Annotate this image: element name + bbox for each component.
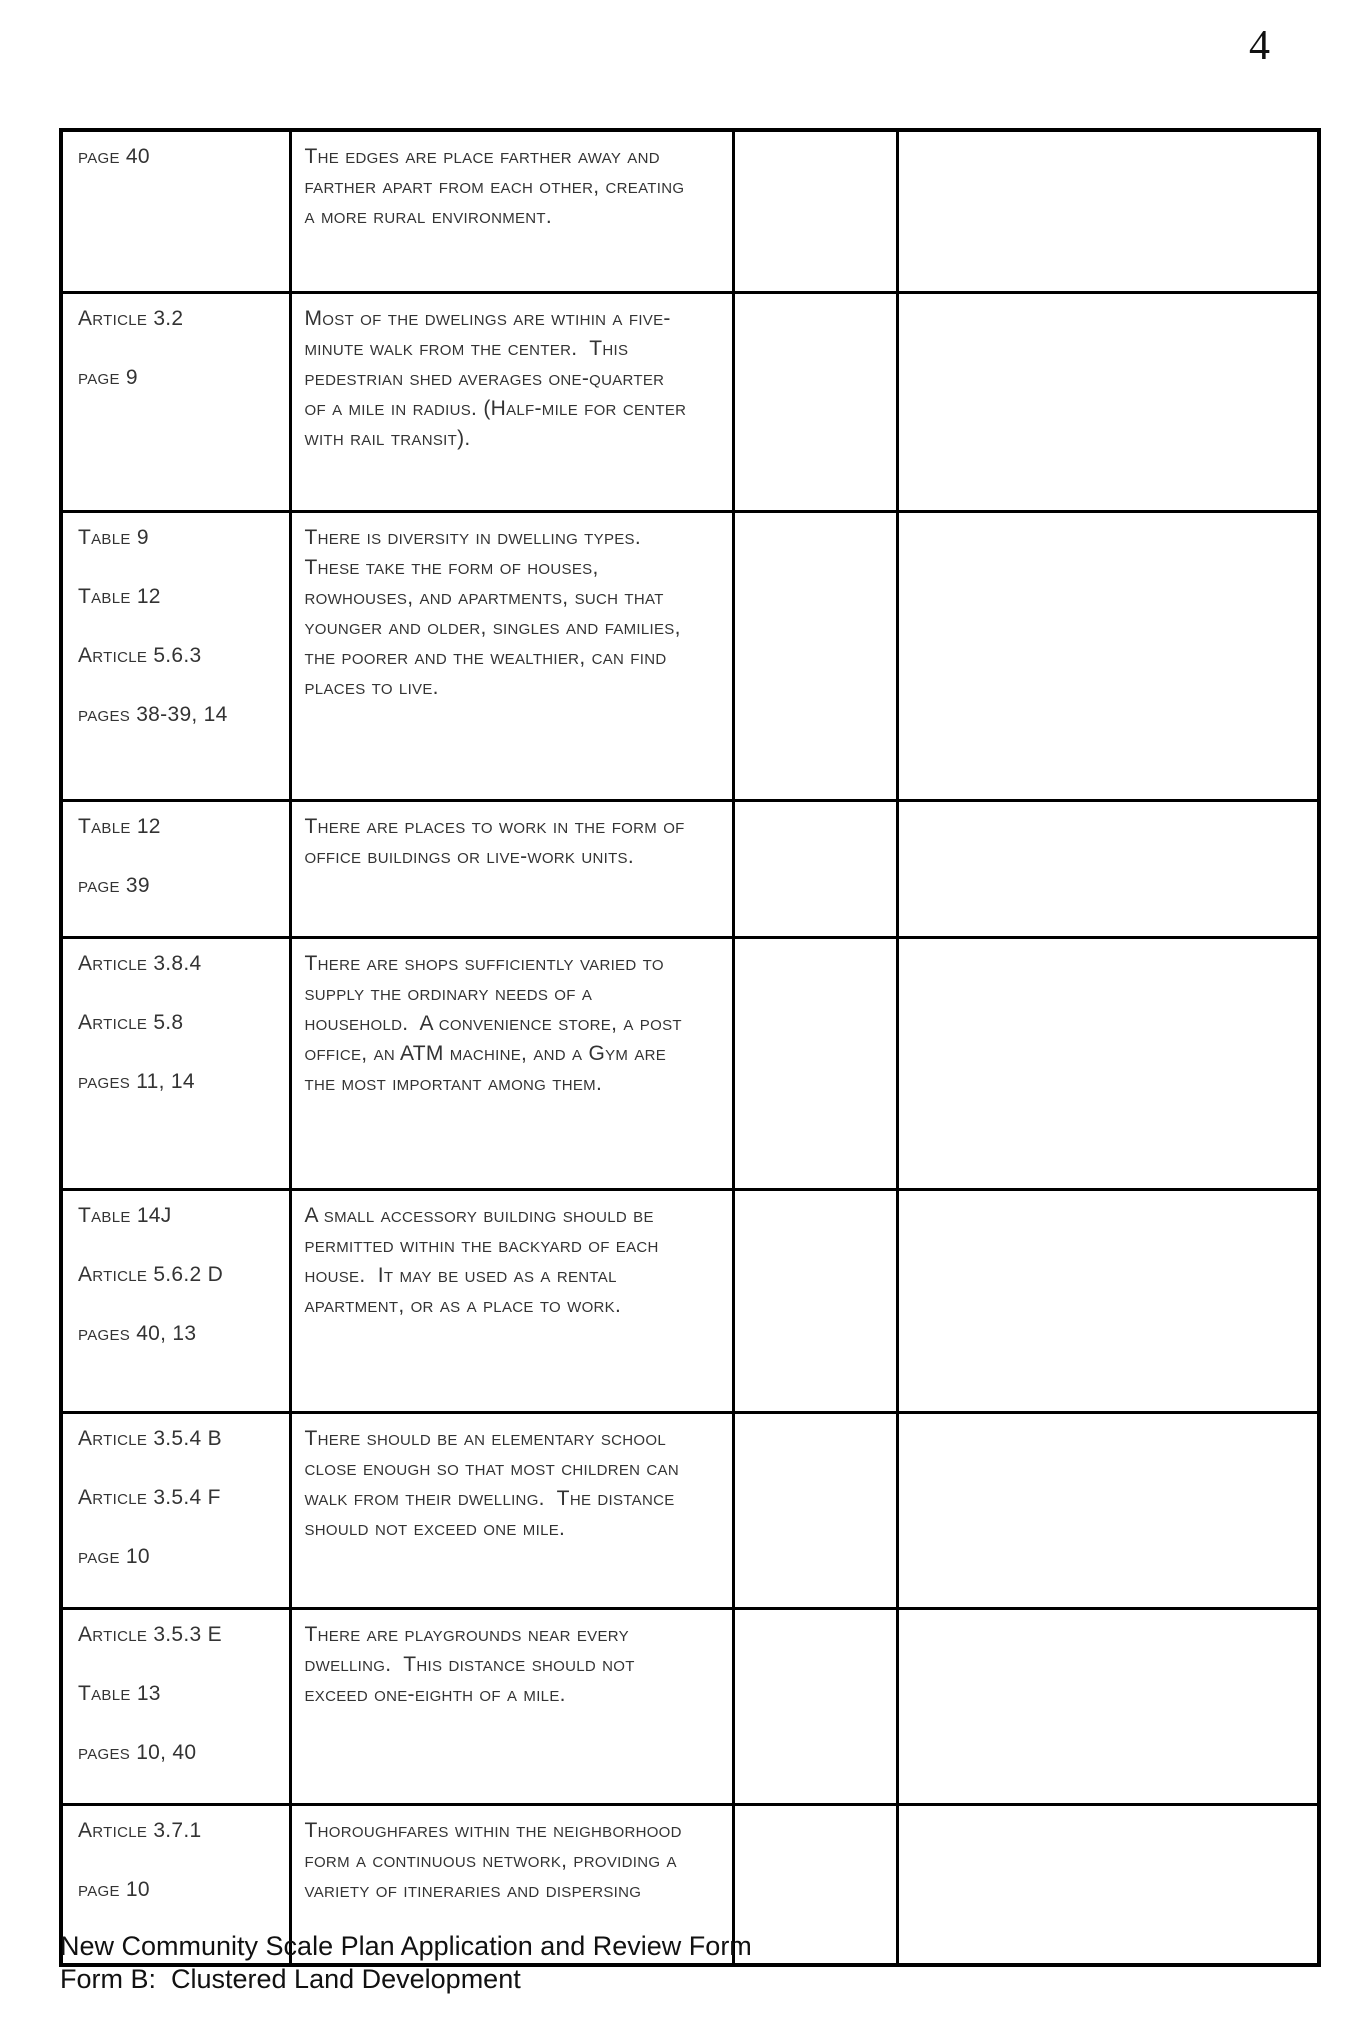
reference-item: pages 38-39, 14 [78, 702, 228, 726]
reference-cell [61, 511, 290, 800]
description-text: There are playgrounds near every dwelling. This distance should not exceed one-eighth of a mile. [304, 1622, 641, 1706]
description-text: There are shops sufficiently varied to supply the ordinary needs of a household. A convenience store, a post office, an ATM machine, and a Gym are the most important among them. [304, 951, 688, 1095]
reference-item: page 10 [78, 1544, 150, 1568]
blank-cell [733, 1608, 897, 1804]
reference-item: page 10 [78, 1877, 150, 1901]
reference-item: pages 11, 14 [78, 1069, 195, 1093]
reference-cell [61, 1412, 290, 1608]
reference-item: Article 5.8 [78, 1010, 184, 1034]
description-cell [290, 1608, 733, 1804]
description-cell [290, 800, 733, 937]
description-cell [290, 130, 733, 292]
review-table-body [61, 130, 1319, 1965]
table-row [61, 1608, 1319, 1804]
blank-cell [733, 937, 897, 1189]
reference-item: page 9 [78, 365, 138, 389]
reference-item: Table 14J [78, 1203, 172, 1227]
blank-cell [897, 130, 1319, 292]
blank-cell [733, 511, 897, 800]
description-cell [290, 292, 733, 511]
reference-cell [61, 130, 290, 292]
blank-cell [897, 1608, 1319, 1804]
blank-cell [897, 1412, 1319, 1608]
table-row [61, 800, 1319, 937]
reference-item: Article 3.7.1 [78, 1818, 202, 1842]
reference-cell [61, 937, 290, 1189]
reference-item: page 39 [78, 873, 150, 897]
description-text: The edges are place farther away and farther apart from each other, creating a more rural environment. [304, 145, 691, 228]
blank-cell [897, 1189, 1319, 1412]
reference-item: Table 13 [78, 1681, 161, 1705]
description-text: There is diversity in dwelling types. These take the form of houses, rowhouses, and apartments, such that younger and older, singles and families, the poorer and the wealthier, can find places to live. [304, 525, 687, 699]
blank-cell [733, 800, 897, 937]
blank-cell [897, 937, 1319, 1189]
footer-title: New Community Scale Plan Application and Review Form [60, 1931, 752, 1961]
reference-item: Article 3.5.4 F [78, 1485, 221, 1509]
table-row [61, 511, 1319, 800]
blank-cell [733, 130, 897, 292]
table-row [61, 1412, 1319, 1608]
reference-item: Article 3.8.4 [78, 951, 202, 975]
reference-cell [61, 292, 290, 511]
description-cell [290, 1189, 733, 1412]
blank-cell [733, 1804, 897, 1965]
reference-item: pages 40, 13 [78, 1321, 197, 1345]
blank-cell [897, 1804, 1319, 1965]
description-cell [290, 1412, 733, 1608]
reference-cell [61, 800, 290, 937]
blank-cell [733, 1189, 897, 1412]
blank-cell [897, 800, 1319, 937]
reference-item: Article 3.5.4 B [78, 1426, 222, 1450]
description-text: A small accessory building should be permitted within the backyard of each house. It may be used as a rental apartment, or as a place to work. [304, 1203, 665, 1317]
reference-cell [61, 1189, 290, 1412]
blank-cell [733, 1412, 897, 1608]
reference-item: Article 3.5.3 E [78, 1622, 222, 1646]
reference-item: Article 3.2 [78, 306, 184, 330]
reference-item: pages 10, 40 [78, 1740, 197, 1764]
table-row [61, 130, 1319, 292]
reference-item: Article 5.6.3 [78, 643, 202, 667]
table-row [61, 937, 1319, 1189]
reference-item: Table 12 [78, 584, 161, 608]
description-text: There are places to work in the form of office buildings or live-work units. [304, 814, 691, 868]
reference-item: Table 9 [78, 525, 149, 549]
description-text: Thoroughfares within the neighborhood form a continuous network, providing a variety of itineraries and dispersing [304, 1818, 688, 1902]
description-text: Most of the dwelings are wtihin a five-minute walk from the center. This pedestrian shed averages one-quarter of a mile in radius. (Half-mile for center with rail transit). [304, 306, 693, 450]
blank-cell [897, 292, 1319, 511]
reference-item: page 40 [78, 145, 150, 168]
blank-cell [897, 511, 1319, 800]
reference-item: Table 12 [78, 814, 161, 838]
page-number: 4 [1249, 23, 1270, 69]
reference-item: Article 5.6.2 D [78, 1262, 224, 1286]
reference-cell [61, 1608, 290, 1804]
footer-form-label: Form B: Clustered Land Development [60, 1964, 521, 1994]
review-table [59, 128, 1321, 1967]
description-text: There should be an elementary school close enough so that most children can walk from their dwelling. The distance should not exceed one mile. [304, 1426, 686, 1540]
table-row [61, 292, 1319, 511]
description-cell [290, 511, 733, 800]
blank-cell [733, 292, 897, 511]
footer [60, 1930, 752, 1996]
description-cell [290, 937, 733, 1189]
table-row [61, 1189, 1319, 1412]
